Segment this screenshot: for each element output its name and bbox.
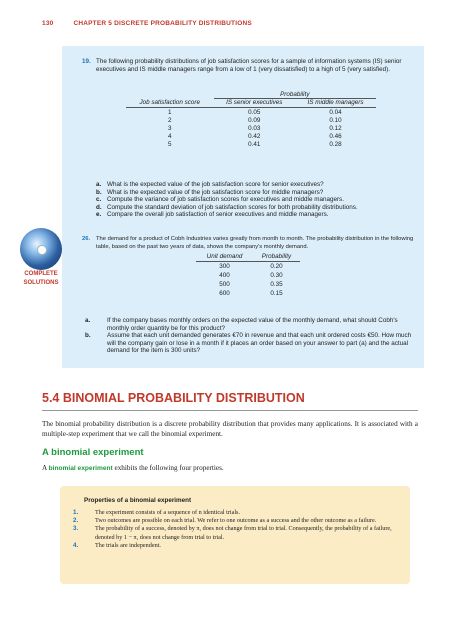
subheading: A binomial experiment	[42, 447, 144, 458]
exercise-number: 19.	[82, 58, 91, 65]
list-item	[73, 517, 402, 525]
exercise-19	[82, 58, 414, 75]
intro-paragraph	[42, 464, 224, 472]
complete-solutions-label	[18, 270, 64, 288]
question-text: Assume that each unit demanded generates €70 in revenue and that each unit ordered costs €50. How much will the company gain or lose in a month if it places an order based on your answer to part (a) and the actual demand for the item is 300 units?	[107, 332, 412, 355]
question-letter: b.	[85, 332, 91, 340]
table-cell: 0.46	[329, 132, 342, 140]
question-letter: e.	[96, 211, 102, 219]
question-text: Compute the variance of job satisfaction scores for executives and middle managers.	[107, 196, 344, 204]
item-text: The probability of a success, denoted by π, does not change from trial to trial. Consequently, the probability of a failure, denoted by 1 − π, does not change from trial to trial.	[95, 525, 392, 541]
exercise-26-questions	[85, 317, 414, 355]
table-cell: 4	[168, 132, 172, 140]
table-row	[196, 262, 300, 272]
job-satisfaction-table	[126, 90, 376, 148]
question-item	[96, 196, 416, 204]
keyword: binomial experiment	[48, 465, 113, 472]
question-letter: d.	[96, 203, 102, 211]
table-cell: 0.20	[270, 263, 283, 270]
question-text: What is the expected value of the job satisfaction score for middle managers?	[107, 188, 324, 196]
exercise-number: 26.	[82, 236, 91, 242]
table-cell: 400	[219, 272, 230, 279]
list-item	[73, 525, 402, 541]
table-header: Unit demand	[196, 253, 253, 262]
item-number: 3.	[73, 525, 79, 533]
table-cell: 300	[219, 263, 230, 270]
table-cell: 600	[219, 290, 230, 297]
table-row	[126, 116, 376, 124]
table-cell: 0.30	[270, 272, 283, 279]
solutions-label: SOLUTIONS	[23, 280, 59, 286]
intro-suffix: exhibits the following four properties.	[114, 464, 224, 472]
table-header: IS middle managers	[295, 99, 376, 108]
table-row	[196, 271, 300, 280]
question-letter: c.	[96, 196, 102, 204]
table-cell: 0.09	[248, 116, 261, 124]
unit-demand-table	[196, 253, 300, 298]
intro-prefix: A	[42, 464, 47, 472]
properties-title: Properties of a binomial experiment	[84, 497, 192, 504]
table-cell: 5	[168, 140, 172, 148]
table-cell: 0.05	[248, 108, 261, 116]
question-letter: a.	[85, 317, 91, 324]
divider	[42, 410, 418, 411]
question-item	[85, 332, 414, 355]
table-caption: Probability	[214, 90, 376, 99]
table-row	[126, 132, 376, 140]
table-cell: 0.42	[248, 132, 261, 140]
question-item	[96, 189, 416, 197]
exercise-26	[82, 235, 416, 251]
item-text: The experiment consists of a sequence of n identical trials.	[95, 509, 241, 516]
table-cell: 2	[168, 116, 172, 124]
question-text: Compute the standard deviation of job satisfaction scores for both probability distributions.	[107, 203, 358, 211]
question-item	[85, 317, 414, 332]
page-number: 130	[42, 20, 54, 27]
question-letter: a.	[96, 181, 102, 188]
item-text: The trials are independent.	[95, 541, 161, 549]
properties-list	[73, 509, 402, 550]
question-text: Compare the overall job satisfaction of senior executives and middle managers.	[107, 211, 329, 219]
question-item	[96, 211, 416, 219]
exercise-text: The following probability distributions of job satisfaction scores for a sample of information systems (IS) senior executives and IS middle managers range from a low of 1 (very dissatisfied) to a high of 5 (very satisfied).	[96, 58, 402, 74]
list-item	[73, 509, 402, 517]
cd-icon	[20, 228, 62, 270]
table-header: Probability	[253, 253, 300, 262]
table-header: Job satisfaction score	[126, 99, 214, 108]
table-cell: 0.10	[329, 116, 342, 124]
chapter-title: CHAPTER 5 DISCRETE PROBABILITY DISTRIBUTIONS	[73, 20, 252, 27]
table-cell: 0.04	[329, 108, 342, 116]
question-letter: b.	[96, 188, 102, 196]
section-paragraph: The binomial probability distribution is a discrete probability distribution that provides many applications. It is associated with a multiple-step experiment that we call the binomial experiment.	[42, 420, 418, 438]
item-number: 2.	[73, 517, 79, 525]
table-cell: 0.15	[270, 290, 283, 297]
item-number: 1.	[73, 509, 79, 516]
question-text: If the company bases monthly orders on the expected value of the monthly demand, what should Cobh's monthly order quantity be for this product?	[107, 317, 398, 332]
complete-label: COMPLETE	[24, 271, 58, 277]
question-item	[96, 204, 416, 212]
table-row	[196, 280, 300, 289]
question-item	[96, 181, 416, 189]
table-cell: 0.28	[329, 140, 342, 148]
table-cell: 500	[219, 281, 230, 288]
item-text: Two outcomes are possible on each trial. We refer to one outcome as a success and the other outcome as a failure.	[95, 517, 377, 525]
running-header	[42, 20, 252, 27]
table-header: IS senior executives	[214, 99, 295, 108]
table-row	[126, 124, 376, 132]
table-cell: 3	[168, 124, 172, 132]
table-row	[126, 140, 376, 148]
table-cell: 0.03	[248, 124, 261, 132]
section-heading: 5.4 BINOMIAL PROBABILITY DISTRIBUTION	[42, 391, 305, 405]
question-text: What is the expected value of the job satisfaction score for senior executives?	[107, 181, 324, 188]
table-row	[126, 108, 376, 117]
exercise-text: The demand for a product of Cobh Industries varies greatly from month to month. The probability distribution in the following table, based on the past two years of data, shows the company's monthly demand.	[96, 236, 414, 250]
table-row	[196, 289, 300, 298]
table-cell: 0.41	[248, 140, 261, 148]
list-item	[73, 541, 402, 550]
exercise-19-questions	[96, 181, 416, 219]
table-cell: 0.35	[270, 281, 283, 288]
table-cell: 0.12	[329, 124, 342, 132]
item-number: 4.	[73, 541, 79, 549]
table-cell: 1	[168, 108, 172, 116]
